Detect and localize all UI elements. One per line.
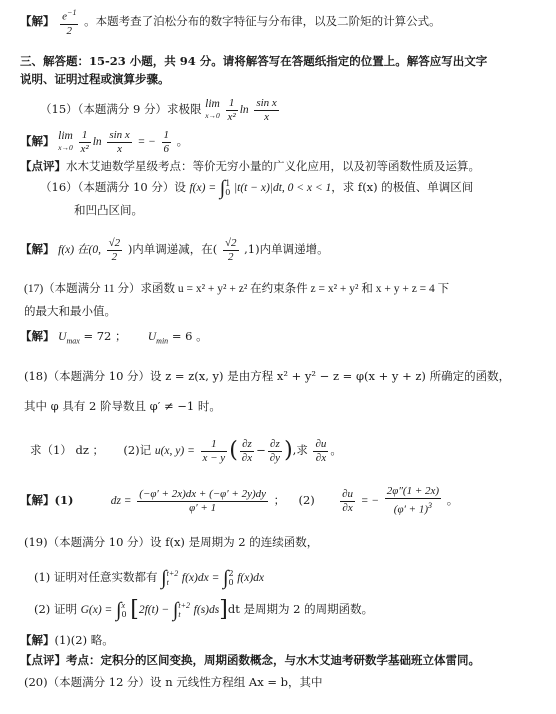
- integral-sign: ∫: [115, 599, 122, 621]
- denominator: φ′ + 1: [189, 501, 217, 514]
- ln: ln: [92, 136, 102, 148]
- answer-label: 【解】: [20, 329, 55, 343]
- denominator: ∂x: [241, 451, 253, 464]
- question-15: [40, 94, 556, 125]
- denominator: x: [264, 110, 270, 123]
- answer-17: [20, 328, 556, 349]
- answer-text: )内单调递减，在(: [127, 242, 218, 256]
- u-min: U: [147, 331, 157, 343]
- limit: [58, 130, 73, 154]
- question-16-line-2: 和凹凸区间。: [74, 203, 143, 217]
- limit: [205, 98, 220, 122]
- answer-label: 【解】: [20, 13, 55, 28]
- numerator: 2φ″(1 + 2x): [386, 485, 440, 498]
- part-text: (1) 证明对任意实数都有: [34, 570, 158, 584]
- qiu: ,求: [292, 443, 308, 457]
- numerator: 1: [201, 438, 228, 452]
- fraction: [223, 237, 239, 264]
- equals: = −: [137, 136, 156, 148]
- fraction: [240, 438, 254, 465]
- fraction: [79, 129, 91, 156]
- fraction: [226, 97, 238, 124]
- integral-sign: ∫: [161, 567, 167, 589]
- lim-label: lim: [205, 98, 220, 110]
- period: 。: [176, 134, 189, 148]
- lower-limit: 0: [225, 188, 231, 197]
- fraction: [137, 488, 268, 515]
- denominator: ∂x: [315, 451, 327, 464]
- u-max: U: [58, 331, 67, 343]
- question-17-line-1: (17)（本题满分 11 分）求函数 u = x² + y² + z² 在约束条件 z = x² + y² 和 x + y + z = 4 下: [24, 283, 450, 295]
- exponent: −1: [67, 8, 77, 17]
- fraction: [254, 97, 278, 124]
- numerator: 1: [79, 129, 91, 143]
- denominator: 2: [227, 250, 234, 263]
- part-2: (2): [298, 493, 315, 507]
- answer-label: 【解】: [20, 633, 55, 647]
- numerator: ∂u: [315, 437, 327, 450]
- integral-sign: ∫: [172, 599, 179, 621]
- question-18-line-1: (18)（本题满分 10 分）设 z = z(x, y) 是由方程 x² + y² − z = φ(x + y + z) 所确定的函数，: [24, 369, 511, 383]
- integral-limits: [121, 601, 126, 619]
- part-1: (1): [54, 493, 74, 507]
- upper-limit: t+2: [166, 569, 179, 578]
- integrand: 2f(t) −: [138, 604, 170, 616]
- equals: = −: [360, 495, 380, 507]
- denominator: x − y: [202, 451, 226, 464]
- part-text: (2) 证明: [34, 602, 77, 616]
- lim-subscript: x→0: [205, 111, 220, 120]
- question-text-tail: ，求 f(x) 的极值、单调区间: [331, 180, 474, 194]
- question-18-line-2: 其中 φ 具有 2 阶导数且 φ′ ≠ −1 时。: [24, 399, 221, 413]
- g-function: G(x) =: [80, 604, 113, 616]
- lower-limit: t: [178, 610, 181, 619]
- fraction: [201, 438, 228, 465]
- integral-limits: [178, 601, 190, 619]
- numerator: 1: [226, 97, 238, 111]
- denominator: ∂y: [269, 451, 281, 464]
- answer-text: f(x) 在(0,: [58, 244, 101, 256]
- min-value: = 6 。: [171, 329, 208, 343]
- dz: dz =: [110, 495, 132, 507]
- denominator: x²: [80, 142, 89, 155]
- numerator: sin x: [109, 128, 130, 141]
- denominator: ∂x: [342, 501, 353, 514]
- part-1: 求（1） dz ；: [30, 443, 105, 457]
- lim-subscript: x→0: [58, 143, 73, 152]
- fraction: [162, 129, 172, 156]
- numerator: ∂z: [240, 438, 254, 452]
- part-text-tail: dt 是周期为 2 的周期函数。: [227, 602, 374, 616]
- comment-label: 【点评】: [20, 159, 66, 173]
- fraction: [60, 6, 78, 38]
- comment-15: [20, 158, 556, 174]
- section-heading-line-1: 三、解答题：15-23 小题，共 94 分。请将解答写在答题纸指定的位置上。解答应写出文字: [20, 54, 488, 68]
- bracket: ]: [219, 597, 228, 622]
- answer-label: 【解】: [20, 134, 55, 148]
- answer-15: [20, 126, 556, 157]
- max-value: = 72 ；: [83, 329, 127, 343]
- answer-label: 【解】: [20, 493, 55, 507]
- question-text: （15）（本题满分 9 分）求极限: [40, 102, 202, 116]
- denominator: (φ′ + 1): [393, 503, 429, 516]
- upper-limit: 2: [228, 569, 234, 578]
- bracket: [: [130, 597, 139, 622]
- fraction: [385, 485, 441, 517]
- numerator: (−φ′ + 2x)dx + (−φ′ + 2y)dy: [139, 487, 267, 500]
- integral-limits: [225, 179, 230, 197]
- section-heading-line-2: 说明、证明过程或演算步骤。: [20, 72, 170, 86]
- answer-line-1: [20, 6, 556, 38]
- lower-limit: t: [166, 578, 169, 587]
- numerator: e: [62, 10, 68, 23]
- denominator: 2: [66, 24, 73, 37]
- denominator: x: [117, 142, 122, 155]
- answer-text: 。本题考查了泊松分布的数字特征与分布律，以及二阶矩的计算公式。: [84, 13, 441, 28]
- function: f(x) =: [189, 182, 217, 194]
- comment-19: [20, 652, 556, 668]
- answer-label: 【解】: [20, 242, 55, 256]
- numerator: ∂z: [268, 438, 282, 452]
- part-2: (2)记: [123, 443, 152, 457]
- question-19-part-2: [34, 592, 556, 627]
- min-subscript: min: [156, 336, 169, 346]
- denominator: x²: [227, 110, 236, 123]
- denominator: 2: [111, 250, 118, 263]
- lower-limit: 0: [121, 610, 127, 619]
- inner-integrand: f(s)ds: [193, 604, 220, 616]
- fraction: [313, 438, 328, 465]
- question-19-part-1: [34, 562, 556, 593]
- fraction: [268, 438, 282, 465]
- numerator: √2: [224, 236, 237, 249]
- question-text: （16）（本题满分 10 分）设: [40, 180, 186, 194]
- integral-limits: [228, 569, 233, 587]
- numerator: √2: [108, 236, 121, 249]
- paren: (: [229, 438, 238, 463]
- integral-limits: [167, 569, 179, 587]
- upper-limit: x: [121, 601, 126, 610]
- answer-19: [20, 632, 556, 648]
- u-function: u(x, y) =: [154, 445, 195, 457]
- semicolon: ；: [273, 493, 286, 507]
- answer-18: [20, 480, 556, 521]
- numerator: ∂u: [342, 487, 354, 500]
- integral-sign: ∫: [222, 567, 229, 589]
- integrand: |t(t − x)|dt, 0 < x < 1: [233, 182, 332, 194]
- fraction: [107, 129, 131, 156]
- exponent: 3: [428, 501, 433, 511]
- denominator: 6: [163, 142, 170, 155]
- integrand: f(x)dx =: [181, 572, 220, 584]
- question-18-parts: [30, 430, 556, 471]
- question-16: [40, 174, 556, 201]
- upper-limit: t+2: [178, 601, 191, 610]
- max-subscript: max: [66, 336, 80, 346]
- question-20: (20)（本题满分 12 分）设 n 元线性方程组 Ax = b，其中: [24, 675, 323, 689]
- numerator: sin x: [256, 96, 277, 109]
- integrand: f(x)dx: [237, 572, 265, 584]
- fraction: [340, 488, 355, 515]
- upper-limit: 1: [225, 179, 231, 188]
- fraction: [107, 237, 123, 264]
- comment-label: 【点评】: [20, 653, 66, 667]
- question-17-line-2: 的最大和最小值。: [24, 304, 116, 318]
- minus: −: [256, 443, 266, 457]
- period: 。: [446, 493, 459, 507]
- answer-16: [20, 232, 556, 267]
- numerator: 1: [163, 128, 170, 141]
- period: 。: [330, 443, 342, 457]
- answer-text: (1)(2) 略。: [54, 633, 114, 647]
- integral-sign: ∫: [219, 177, 226, 199]
- ln: ln: [239, 104, 249, 116]
- question-19-head: (19)（本题满分 10 分）设 f(x) 是周期为 2 的连续函数，: [24, 535, 319, 549]
- lower-limit: 0: [228, 578, 234, 587]
- comment-text: 水木艾迪数学星级考点：等价无穷小量的广义化应用，以及初等函数性质及运算。: [66, 159, 480, 173]
- lim-label: lim: [58, 130, 73, 142]
- comment-text: 考点：定积分的区间变换，周期函数概念，与水木艾迪考研数学基础班立体雷同。: [66, 653, 480, 667]
- answer-text: ,1)内单调递增。: [244, 242, 329, 256]
- paren: ): [284, 438, 293, 463]
